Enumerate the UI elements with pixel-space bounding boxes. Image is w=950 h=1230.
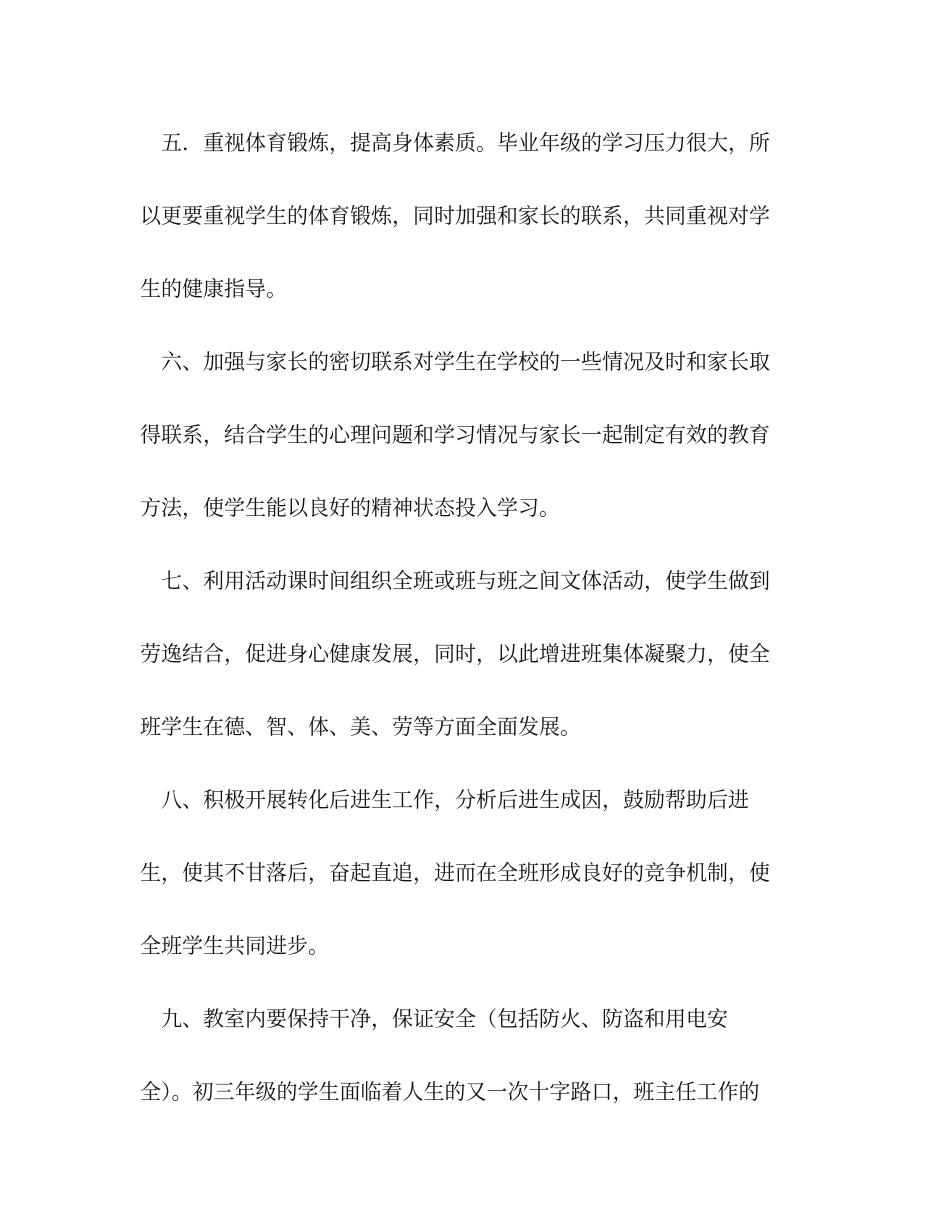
text-line: 班学生在德、智、体、美、劳等方面全面发展。 <box>140 715 581 739</box>
text-line: 六、加强与家长的密切联系对学生在学校的一些情况及时和家长取 <box>140 350 770 374</box>
text-line: 生，使其不甘落后，奋起直追，进而在全班形成良好的竞争机制，使 <box>140 861 770 885</box>
document-body <box>140 120 800 1142</box>
text-line: 五．重视体育锻炼，提高身体素质。毕业年级的学习压力很大，所 <box>140 131 770 155</box>
text-line: 全班学生共同进步。 <box>140 934 329 958</box>
text-line: 全）。初三年级的学生面临着人生的又一次十字路口，班主任工作的 <box>140 1080 760 1104</box>
text-line: 以更要重视学生的体育锻炼，同时加强和家长的联系，共同重视对学 <box>140 204 770 228</box>
text-line: 生的健康指导。 <box>140 277 287 301</box>
text-line: 劳逸结合，促进身心健康发展，同时，以此增进班集体凝聚力，使全 <box>140 642 770 666</box>
text-line: 九、教室内要保持干净，保证安全（包括防火、防盗和用电安 <box>140 1007 728 1031</box>
text-line: 八、积极开展转化后进生工作，分析后进生成因，鼓励帮助后进 <box>140 788 749 812</box>
text-line: 得联系，结合学生的心理问题和学习情况与家长一起制定有效的教育 <box>140 423 770 447</box>
text-line: 方法，使学生能以良好的精神状态投入学习。 <box>140 496 560 520</box>
text-line: 七、利用活动课时间组织全班或班与班之间文体活动，使学生做到 <box>140 569 770 593</box>
